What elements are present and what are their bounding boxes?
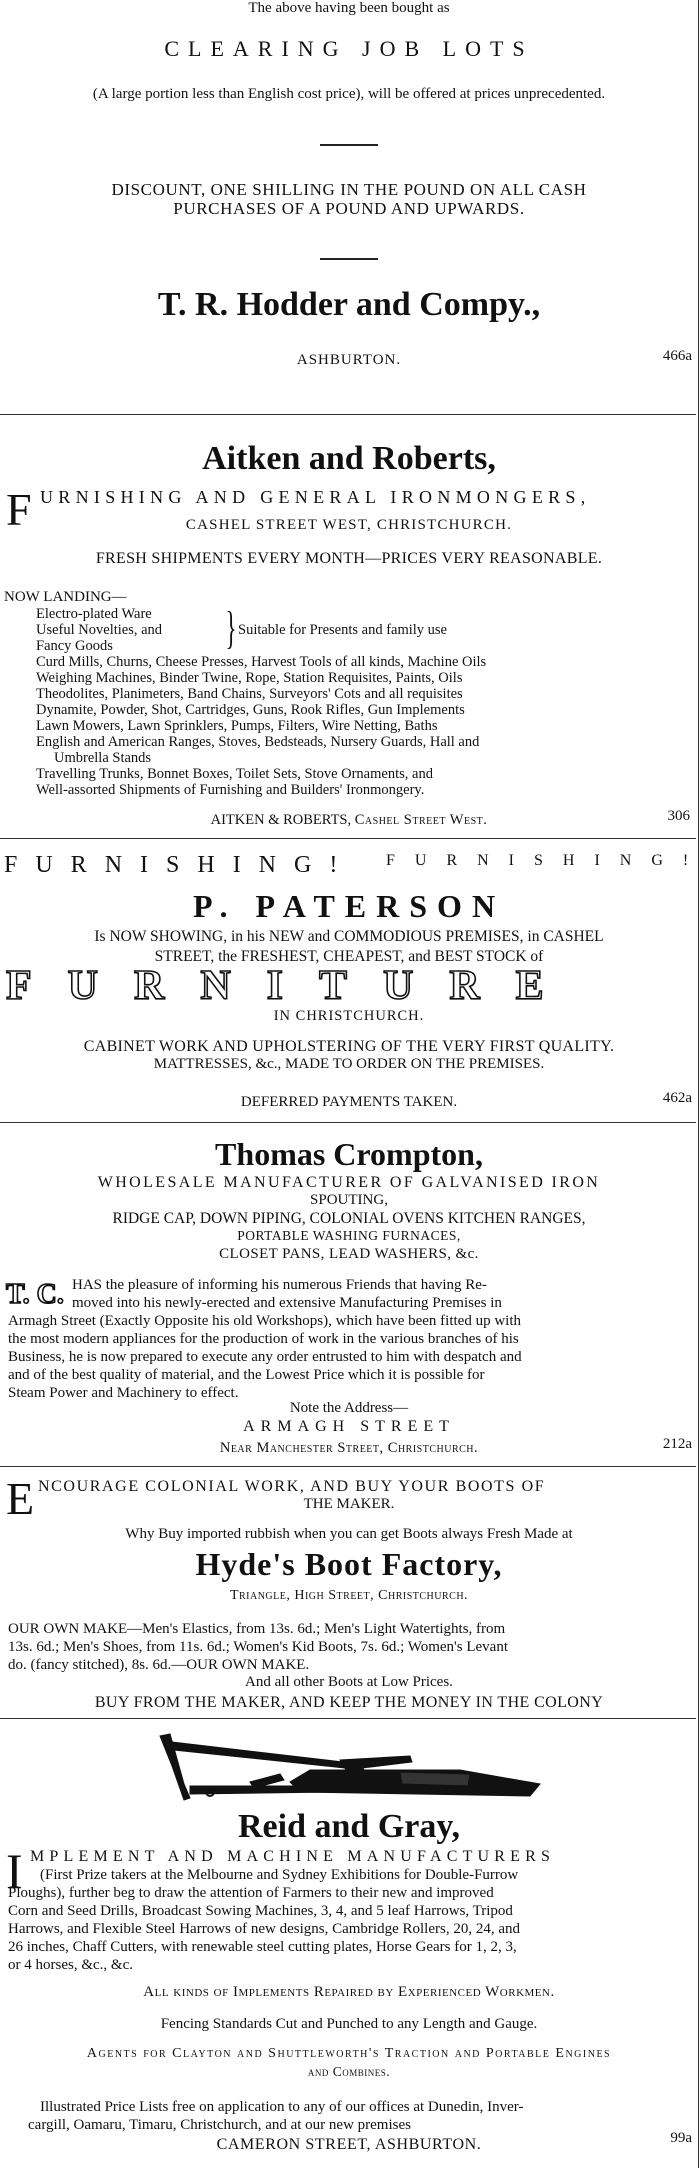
hyde-prices-line: 13s. 6d.; Men's Shoes, from 11s. 6d.; Women's Kid Boots, 7s. 6d.; Women's Levant xyxy=(8,1639,508,1655)
reid-agents-line: and Combines. xyxy=(307,2064,391,2079)
hodder-discount-line-1: DISCOUNT, ONE SHILLING IN THE POUND ON ALL CASH xyxy=(111,180,587,199)
crompton-near: Near Manchester Street, Christchurch. xyxy=(219,1440,479,1456)
aitken-now-landing: NOW LANDING— xyxy=(4,589,127,605)
paterson-cabinet-line: CABINET WORK AND UPHOLSTERING OF THE VERY FIRST QUALITY. xyxy=(83,1038,615,1055)
aitken-shipments: FRESH SHIPMENTS EVERY MONTH—PRICES VERY REASONABLE. xyxy=(95,550,603,567)
hyde-address: Triangle, High Street, Christchurch. xyxy=(229,1588,469,1603)
hyde-encourage-line: THE MAKER. xyxy=(303,1496,395,1512)
aitken-list-item: Travelling Trunks, Bonnet Boxes, Toilet Sets, Stove Ornaments, and xyxy=(36,766,433,782)
hyde-prices-line: do. (fancy stitched), 8s. 6d.—OUR OWN MAKE. xyxy=(8,1657,310,1673)
plough-illustration xyxy=(150,1726,550,1806)
hodder-prices-line: (A large portion less than English cost price), will be offered at prices unprecedented. xyxy=(92,86,606,102)
aitken-brace-note: Suitable for Presents and family use xyxy=(238,622,447,638)
crompton-body-line: Armagh Street (Exactly Opposite his old Workshops), which have been fitted up with xyxy=(8,1313,521,1329)
crompton-name: Thomas Crompton, xyxy=(215,1136,483,1172)
hyde-prices-line: OUR OWN MAKE—Men's Elastics, from 13s. 6d.; Men's Light Watertights, from xyxy=(8,1621,506,1637)
reid-initial-letter: I xyxy=(6,1843,23,1899)
aitken-list-item: Curd Mills, Churns, Cheese Presses, Harvest Tools of all kinds, Machine Oils xyxy=(36,654,487,670)
aitken-ref-number: 306 xyxy=(667,808,690,824)
aitken-trade: URNISHING AND GENERAL IRONMONGERS, xyxy=(40,487,591,507)
aitken-sig-street: Cashel Street West. xyxy=(354,812,488,828)
paterson-stock-line: STREET, the FRESHEST, CHEAPEST, and BEST STOCK of xyxy=(154,948,544,965)
reid-repairs-line: All kinds of Implements Repaired by Experienced Workmen. xyxy=(143,1984,555,2000)
section-divider xyxy=(0,1122,696,1123)
section-divider xyxy=(0,414,696,415)
crompton-body-line: Business, he is now prepared to execute any order entrusted to him with despatch and xyxy=(8,1349,522,1365)
paterson-furnishing-right: F U R N I S H I N G ! xyxy=(386,852,697,869)
aitken-list-item: Dynamite, Powder, Shot, Cartridges, Guns, Rook Rifles, Gun Implements xyxy=(36,702,465,718)
aitken-list-item: Weighing Machines, Binder Twine, Rope, Station Requisites, Paints, Oils xyxy=(36,670,463,686)
crompton-trade-line: CLOSET PANS, LEAD WASHERS, &c. xyxy=(219,1246,479,1262)
reid-body-line: Ploughs), further beg to draw the attention of Farmers to their new and improved xyxy=(8,1885,494,1901)
reid-agents-line: Agents for Clayton and Shuttleworth's Traction and Portable Engines xyxy=(86,2046,612,2061)
aitken-initial-letter: F xyxy=(6,484,32,535)
paterson-mattresses-line: MATTRESSES, &c., MADE TO ORDER ON THE PREMISES. xyxy=(153,1056,545,1072)
reid-body-line: 26 inches, Chaff Cutters, with renewable steel cutting plates, Horse Gears for 1, 2, 3, xyxy=(8,1939,517,1955)
crompton-body-line: and of the best quality of material, and the Lowest Price which it is possible for xyxy=(8,1367,485,1383)
reid-body-line: (First Prize takers at the Melbourne and Sydney Exhibitions for Double-Furrow xyxy=(40,1867,519,1883)
hodder-discount-line-2: PURCHASES OF A POUND AND UPWARDS. xyxy=(173,199,525,218)
aitken-sig-name: AITKEN & ROBERTS, xyxy=(210,812,352,828)
crompton-body-line: HAS the pleasure of informing his numerous Friends that having Re- xyxy=(72,1277,487,1293)
crompton-street: ARMAGH STREET xyxy=(243,1418,455,1435)
divider xyxy=(320,258,378,260)
paterson-ref-number: 462a xyxy=(662,1090,692,1106)
aitken-brace-item: Electro-plated Ware xyxy=(36,606,152,622)
crompton-initials: T. C. xyxy=(6,1279,64,1310)
aitken-list-item: Theodolites, Planimeters, Band Chains, Surveyors' Cots and all requisites xyxy=(36,686,463,702)
aitken-address: CASHEL STREET WEST, CHRISTCHURCH. xyxy=(185,517,513,533)
reid-body-line: Harrows, and Flexible Steel Harrows of new designs, Cambridge Rollers, 20, 24, and xyxy=(8,1921,520,1937)
hodder-intro-line: The above having been bought as xyxy=(248,0,450,16)
reid-body-line: Corn and Seed Drills, Broadcast Sowing Machines, 3, 4, and 5 leaf Harrows, Tripod xyxy=(8,1903,513,1919)
reid-company-name: Reid and Gray, xyxy=(238,1808,460,1845)
paterson-furnishing-left: F U R N I S H I N G ! xyxy=(4,852,344,878)
crompton-ref-number: 212a xyxy=(662,1436,692,1452)
aitken-company-name: Aitken and Roberts, xyxy=(202,440,496,477)
aitken-list-item: Umbrella Stands xyxy=(54,750,152,766)
aitken-brace-item: Fancy Goods xyxy=(36,638,113,654)
reid-cameron-street: CAMERON STREET, ASHBURTON. xyxy=(216,2136,482,2153)
hyde-initial-letter: E xyxy=(6,1473,35,1524)
crompton-trade-line: SPOUTING, xyxy=(310,1192,388,1208)
crompton-body-line: Steam Power and Machinery to effect. xyxy=(8,1385,239,1401)
hyde-why-line: Why Buy imported rubbish when you can get Boots always Fresh Made at xyxy=(125,1526,573,1542)
reid-pricelist-line: cargill, Oamaru, Timaru, Christchurch, and at our new premises xyxy=(28,2117,411,2133)
hyde-factory-name: Hyde's Boot Factory, xyxy=(195,1546,503,1582)
crompton-trade-line: WHOLESALE MANUFACTURER OF GALVANISED IRON xyxy=(97,1174,601,1191)
crompton-trade-line: PORTABLE WASHING FURNACES, xyxy=(237,1228,461,1243)
hodder-town: ASHBURTON. xyxy=(296,352,402,368)
aitken-list-item: Well-assorted Shipments of Furnishing and Builders' Ironmongery. xyxy=(36,782,425,798)
hodder-company-name: T. R. Hodder and Compy., xyxy=(157,286,541,323)
reid-body-line: or 4 horses, &c., &c. xyxy=(8,1957,133,1973)
section-divider xyxy=(0,838,696,839)
paterson-in-christchurch: IN CHRISTCHURCH. xyxy=(273,1008,425,1024)
section-divider xyxy=(0,1718,696,1719)
hyde-buy-line: BUY FROM THE MAKER, AND KEEP THE MONEY IN THE COLONY xyxy=(94,1694,604,1711)
divider xyxy=(320,144,378,146)
crompton-body-line: the most modern appliances for the production of work in the various branches of his xyxy=(8,1331,519,1347)
paterson-deferred: DEFERRED PAYMENTS TAKEN. xyxy=(240,1094,458,1110)
hyde-low-prices: And all other Boots at Low Prices. xyxy=(245,1674,453,1690)
crompton-trade-line: RIDGE CAP, DOWN PIPING, COLONIAL OVENS KITCHEN RANGES, xyxy=(112,1210,586,1227)
crompton-note: Note the Address— xyxy=(289,1400,409,1416)
hodder-clearing-heading: CLEARING JOB LOTS xyxy=(164,36,534,61)
crompton-body-line: moved into his newly-erected and extensive Manufacturing Premises in xyxy=(72,1295,502,1311)
reid-ref-number: 99a xyxy=(670,2130,692,2146)
reid-pricelist-line: Illustrated Price Lists free on application to any of our offices at Dunedin, Inver- xyxy=(40,2099,524,2115)
aitken-list-item: English and American Ranges, Stoves, Bedsteads, Nursery Guards, Hall and xyxy=(36,734,480,750)
hyde-encourage-line: NCOURAGE COLONIAL WORK, AND BUY YOUR BOOTS OF xyxy=(38,1478,546,1495)
hodder-ref-number: 466a xyxy=(662,348,692,364)
paterson-name: P. PATERSON xyxy=(192,888,506,924)
paterson-showing-line: Is NOW SHOWING, in his NEW and COMMODIOUS PREMISES, in CASHEL xyxy=(94,928,604,945)
section-divider xyxy=(0,1466,696,1467)
aitken-signature xyxy=(0,812,698,829)
reid-trade-line: MPLEMENT AND MACHINE MANUFACTURERS xyxy=(30,1848,556,1865)
reid-fencing-line: Fencing Standards Cut and Punched to any Length and Gauge. xyxy=(160,2016,538,2032)
paterson-furniture-heading: FURNITURE xyxy=(6,963,580,1009)
aitken-brace-item: Useful Novelties, and xyxy=(36,622,163,638)
brace-glyph: } xyxy=(225,602,237,653)
aitken-list-item: Lawn Mowers, Lawn Sprinklers, Pumps, Filters, Wire Netting, Baths xyxy=(36,718,438,734)
